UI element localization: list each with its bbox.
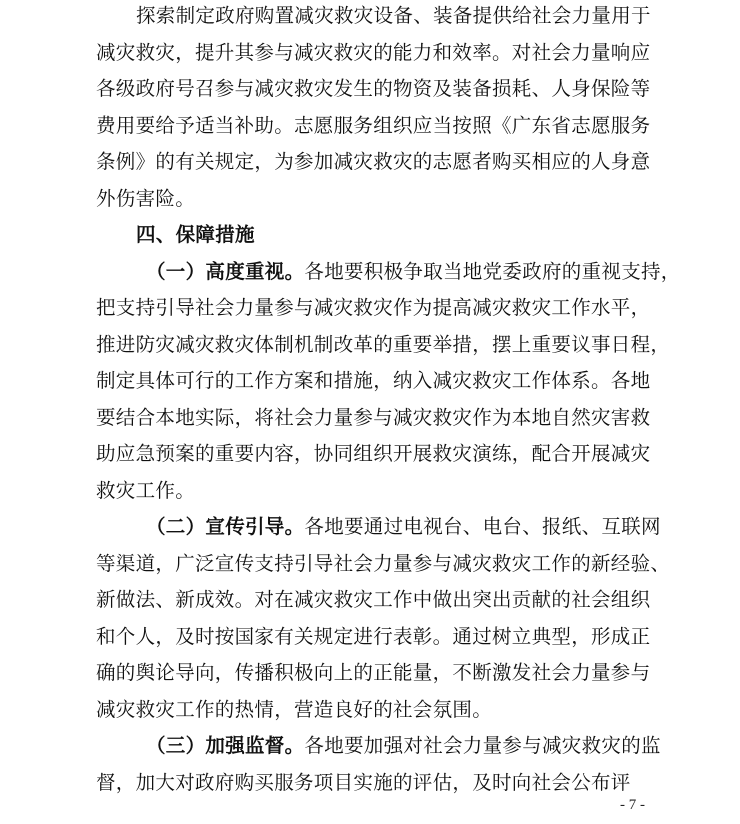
- paragraph-line: 条例》的有关规定，为参加减灾救灾的志愿者购买相应的人身意: [96, 150, 651, 173]
- paragraph-line: 减灾救灾工作的热情，营造良好的社会氛围。: [96, 697, 493, 721]
- paragraph-line: 助应急预案的重要内容，协同组织开展救灾演练，配合开展减灾: [96, 442, 651, 465]
- paragraph-line: 和个人，及时按国家有关规定进行表彰。通过树立典型，形成正: [96, 624, 651, 648]
- paragraph-line: 把支持引导社会力量参与减灾救灾作为提高减灾救灾工作水平，: [96, 296, 651, 319]
- paragraph-line: 等渠道，广泛宣传支持引导社会力量参与减灾救灾工作的新经验、: [96, 551, 671, 575]
- paragraph-line: 确的舆论导向，传播积极向上的正能量，不断激发社会力量参与: [96, 661, 651, 684]
- paragraph-2-first-line: [96, 254, 681, 291]
- paragraph-line: 各级政府号召参与减灾救灾发生的物资及装备损耗、人身保险等: [96, 77, 651, 100]
- paragraph-line: 外伤害险。: [96, 186, 196, 210]
- paragraph-line: 推进防灾减灾救灾体制机制改革的重要举措，摆上重要议事日程，: [96, 332, 671, 356]
- paragraph-3-first-line: [96, 509, 681, 546]
- paragraph-line: 督，加大对政府购买服务项目实施的评估，及时向社会公布评: [96, 770, 631, 794]
- paragraph-line: 制定具体可行的工作方案和措施，纳入减灾救灾工作体系。各地: [96, 369, 651, 392]
- paragraph-3-lead: （二）宣传引导。: [146, 515, 305, 538]
- section-heading: 四、保障措施: [136, 223, 255, 246]
- paragraph-1: [96, 0, 681, 801]
- paragraph-line: 费用要给予适当补助。志愿服务组织应当按照《广东省志愿服务: [96, 113, 651, 137]
- paragraph-line: 要结合本地实际，将社会力量参与减灾救灾作为本地自然灾害救: [96, 405, 651, 429]
- paragraph-3-first-line-rest: 各地要通过电视台、电台、报纸、互联网: [304, 515, 661, 538]
- page-number: - 7 -: [620, 797, 645, 813]
- paragraph-line: 减灾救灾，提升其参与减灾救灾的能力和效率。对社会力量响应: [96, 40, 651, 64]
- paragraph-line: 新做法、新成效。对在减灾救灾工作中做出突出贡献的社会组织: [96, 588, 651, 611]
- paragraph-4-lead: （三）加强监督。: [146, 734, 305, 757]
- paragraph-4-first-line: [96, 728, 681, 765]
- paragraph-line: 探索制定政府购置减灾救灾设备、装备提供给社会力量用于: [136, 4, 651, 27]
- paragraph-line: 救灾工作。: [96, 478, 196, 502]
- paragraph-2-lead: （一）高度重视。: [146, 259, 305, 283]
- paragraph-4-first-line-rest: 各地要加强对社会力量参与减灾救灾的监: [304, 734, 661, 757]
- paragraph-2-first-line-rest: 各地要积极争取当地党委政府的重视支持，: [304, 259, 681, 283]
